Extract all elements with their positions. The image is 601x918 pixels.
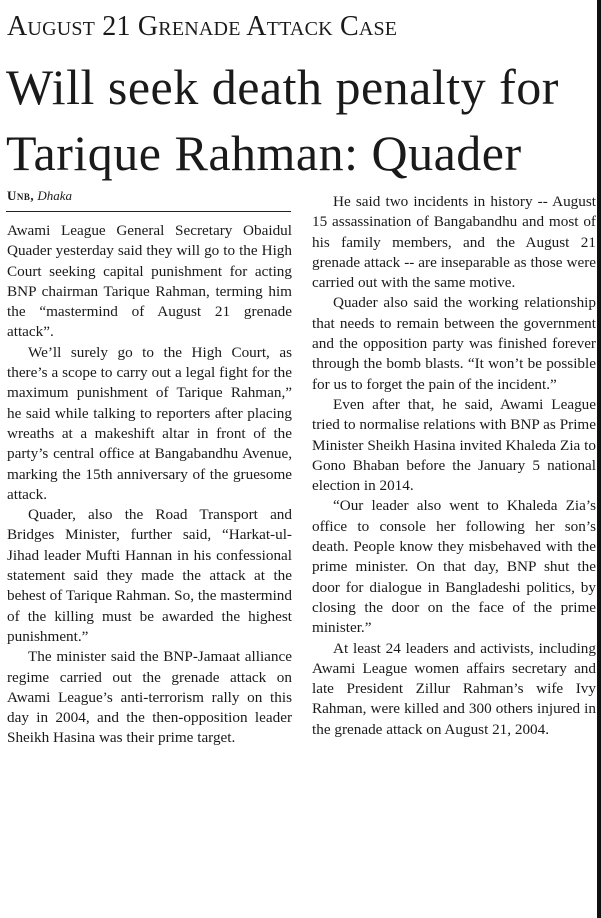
page-edge-border [597,0,601,918]
paragraph: He said two incidents in history -- August 15 assassination of Bangabandhu and most of his family members, and the August 21 grenade attack -- are inseparable as those were carried out with the same motive. [312,193,596,292]
byline-divider [6,211,291,212]
byline-agency: Unb, [7,188,35,203]
byline-place: Dhaka [37,188,73,203]
paragraph: “Our leader also went to Khaleda Zia’s office to console her following her son’s death. People know they misbehaved with the prime minister. On that day, BNP shut the door for dialogue in Bangladeshi politics, by closing the door on the face of the prime minister.” [312,497,596,637]
paragraph: At least 24 leaders and activists, including Awami League women affairs secretary and late President Zillur Rahman’s wife Ivy Rahman, were killed and 300 others injured in the grenade attack on August 21, 2004. [312,639,596,738]
paragraph: Awami League General Secretary Obaidul Quader yesterday said they will go to the High Court seeking capital punishment for acting BNP chairman Tarique Rahman, terming him the “mastermind of August 21 grenade attack”. [7,222,292,341]
paragraph: Quader, also the Road Transport and Bridges Minister, further said, “Harkat-ul-Jihad leader Mufti Hannan in his confessional statement said they made the attack at the behest of Tarique Rahman. So, the mastermind of the killing must be awarded the highest punishment.” [7,506,292,645]
paragraph: The minister said the BNP-Jamaat alliance regime carried out the grenade attack on Awami League’s anti-terrorism rally on this day in 2004, and the then-opposition leader Sheikh Hasina was their prime target. [7,648,292,747]
paragraph: Even after that, he said, Awami League tried to normalise relations with BNP as Prime Minister Sheikh Hasina invited Khaleda Zia to Gono Bhaban before the January 5 national election in 2014. [312,395,596,495]
article-column-right [312,192,596,740]
paragraph: We’ll surely go to the High Court, as there’s a scope to carry out a legal fight for the maximum punishment of Tarique Rahman,” he said while talking to reporters after placing wreaths at a makeshift altar in front of the party’s central office at Bangabandhu Avenue, marking the 15th anniversary of the gruesome attack. [7,343,292,503]
article-kicker: August 21 Grenade Attack Case [7,11,398,42]
article-headline: Will seek death penalty for Tarique Rahman: Quader [6,59,559,181]
article-column-left [7,221,292,749]
paragraph: Quader also said the working relationship that needs to remain between the government and the opposition party was finished forever through the bomb blasts. “It won’t be possible for us to forget the pain of the incident.” [312,294,596,393]
byline [7,188,72,204]
